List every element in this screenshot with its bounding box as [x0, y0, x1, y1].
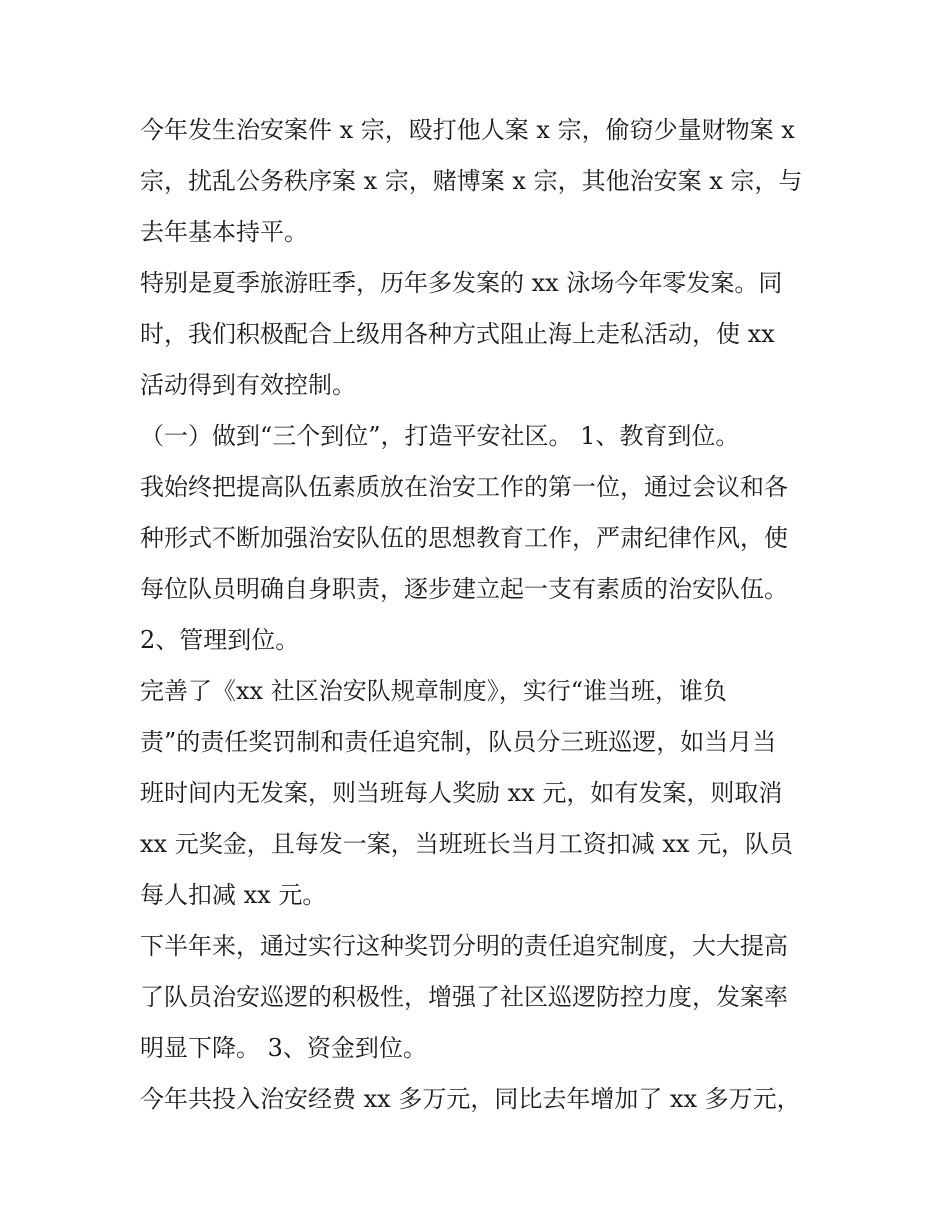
- text-line: 明显下降。 3、资金到位。: [140, 1034, 427, 1062]
- text-line: 班时间内无发案，则当班每人奖励 xx 元，如有发案，则取消: [140, 779, 783, 807]
- text-line: 活动得到有效控制。: [140, 371, 356, 399]
- section-heading: （一）做到“三个到位”，打造平安社区。 1、教育到位。: [140, 422, 740, 450]
- text-line: 特别是夏季旅游旺季，历年多发案的 xx 泳场今年零发案。同: [140, 269, 783, 297]
- text-line: 每人扣减 xx 元。: [140, 881, 327, 909]
- subsection-heading: 2、管理到位。: [140, 626, 300, 654]
- text-line: 时，我们积极配合上级用各种方式阻止海上走私活动，使 xx: [140, 320, 775, 348]
- text-line: 今年共投入治安经费 xx 多万元，同比去年增加了 xx 多万元，: [140, 1085, 801, 1113]
- text-line: 去年基本持平。: [140, 218, 308, 246]
- document-body: [140, 105, 820, 1125]
- text-line: 今年发生治安案件 x 宗，殴打他人案 x 宗，偷窃少量财物案 x: [140, 116, 795, 144]
- text-line: xx 元奖金，且每发一案，当班班长当月工资扣减 xx 元，队员: [140, 830, 794, 858]
- text-line: 我始终把提高队伍素质放在治安工作的第一位，通过会议和各: [140, 473, 788, 501]
- text-line: 了队员治安巡逻的积极性，增强了社区巡逻防控力度，发案率: [140, 983, 788, 1011]
- text-line: 下半年来，通过实行这种奖罚分明的责任追究制度，大大提高: [140, 932, 788, 960]
- text-line: 责”的责任奖罚制和责任追究制，队员分三班巡逻，如当月当: [140, 728, 777, 756]
- text-line: 种形式不断加强治安队伍的思想教育工作，严肃纪律作风，使: [140, 524, 788, 552]
- text-line: 宗，扰乱公务秩序案 x 宗，赌博案 x 宗，其他治安案 x 宗，与: [140, 167, 803, 195]
- text-line: 每位队员明确自身职责，逐步建立起一支有素质的治安队伍。: [140, 575, 788, 603]
- text-line: 完善了《xx 社区治安队规章制度》，实行“谁当班，谁负: [140, 677, 727, 705]
